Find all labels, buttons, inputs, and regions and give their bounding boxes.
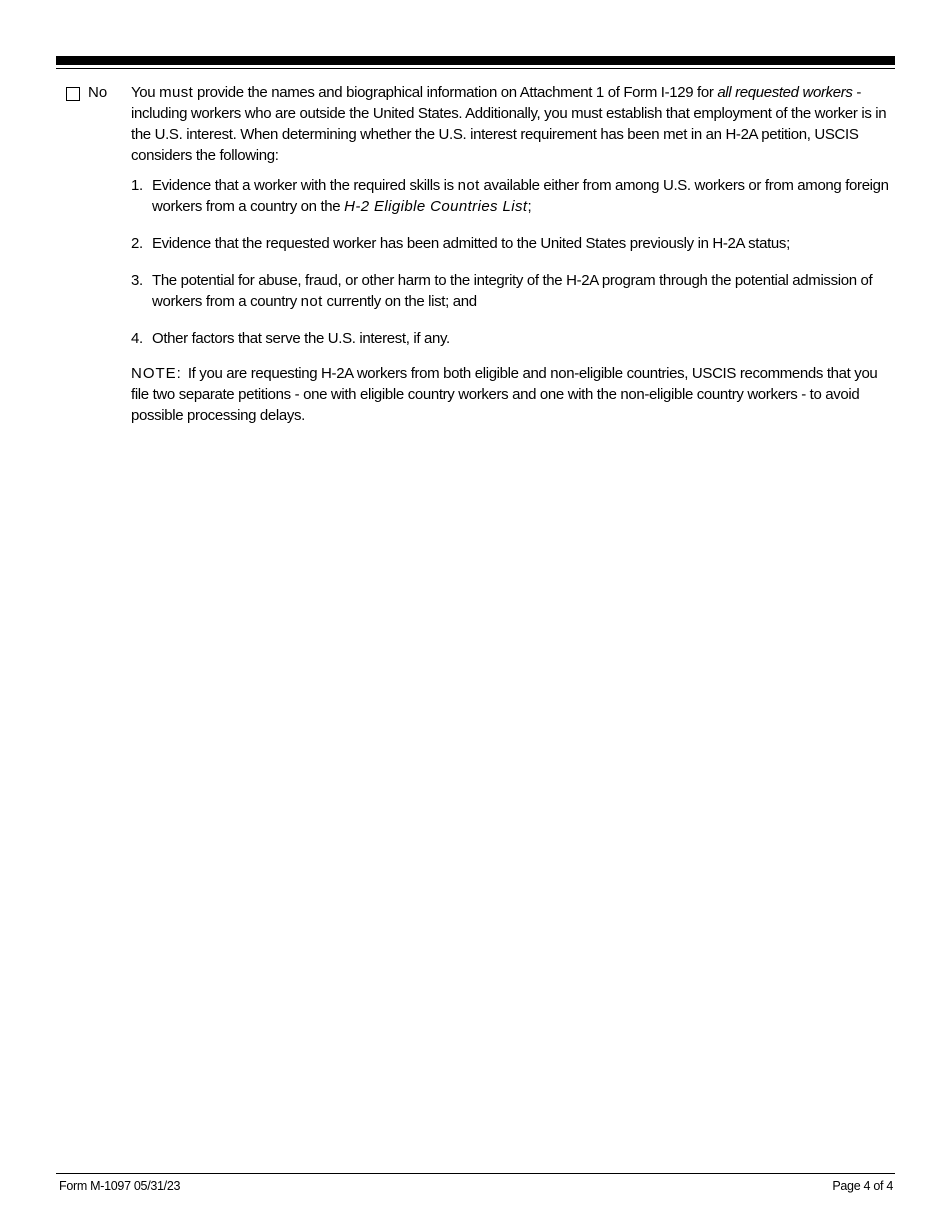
- intro-text-3: - including workers who are outside the United States. Additionally, you must establish that employment of the worker is in the U.S. interest. When determining whether the U.S. interest requirement has been met in an H-2A petition, USCIS considers the following:: [131, 84, 887, 164]
- top-rule-thick: [56, 56, 895, 65]
- instructions-content: [131, 82, 893, 426]
- factor-2-text: Evidence that the requested worker has been admitted to the United States previously in H-2A status;: [152, 235, 790, 252]
- list-item: [131, 233, 893, 254]
- intro-all-requested-workers: all requested workers: [717, 84, 853, 101]
- note-paragraph: [131, 363, 893, 426]
- intro-text-2: provide the names and biographical information on Attachment 1 of Form I-129 for: [193, 84, 718, 101]
- no-option-label: No: [88, 84, 108, 101]
- list-item: [131, 175, 893, 217]
- factor-4-text: Other factors that serve the U.S. interest, if any.: [152, 330, 450, 347]
- list-item-number: 3.: [131, 272, 143, 289]
- note-text: If you are requesting H-2A workers from both eligible and non-eligible countries, USCIS recommends that you file two separate petitions - one with eligible country workers and one with the non-eligible country workers - to avoid possible processing delays.: [131, 365, 878, 424]
- list-item-number: 1.: [131, 177, 143, 194]
- no-checkbox[interactable]: [66, 87, 80, 101]
- footer-rule: [56, 1173, 895, 1174]
- factor-3-text-end: currently on the list; and: [322, 293, 477, 310]
- list-item-number: 2.: [131, 235, 143, 252]
- factor-1-text-mid: available either from among U.S. workers or from among foreign workers from a country on the: [152, 177, 889, 215]
- list-item-number: 4.: [131, 330, 143, 347]
- intro-must: must: [159, 84, 194, 101]
- h2-eligible-countries-list: H-2 Eligible Countries List: [344, 198, 528, 215]
- intro-text-1: You: [131, 84, 160, 101]
- footer-page-number: Page 4 of 4: [832, 1179, 893, 1193]
- factor-3-text: The potential for abuse, fraud, or other harm to the integrity of the H-2A program through the potential admission of workers from a country: [152, 272, 873, 310]
- note-label: NOTE:: [131, 365, 182, 382]
- list-item: [131, 270, 893, 312]
- factor-1-text: Evidence that a worker with the required skills is: [152, 177, 458, 194]
- factors-list: [131, 175, 893, 349]
- list-item: [131, 328, 893, 349]
- footer-form-id: Form M-1097 05/31/23: [59, 1179, 181, 1193]
- factor-1-text-end: ;: [527, 198, 532, 215]
- top-rule-thin: [56, 68, 895, 69]
- intro-paragraph: [131, 82, 893, 166]
- factor-1-not: not: [457, 177, 480, 194]
- factor-3-not: not: [300, 293, 323, 310]
